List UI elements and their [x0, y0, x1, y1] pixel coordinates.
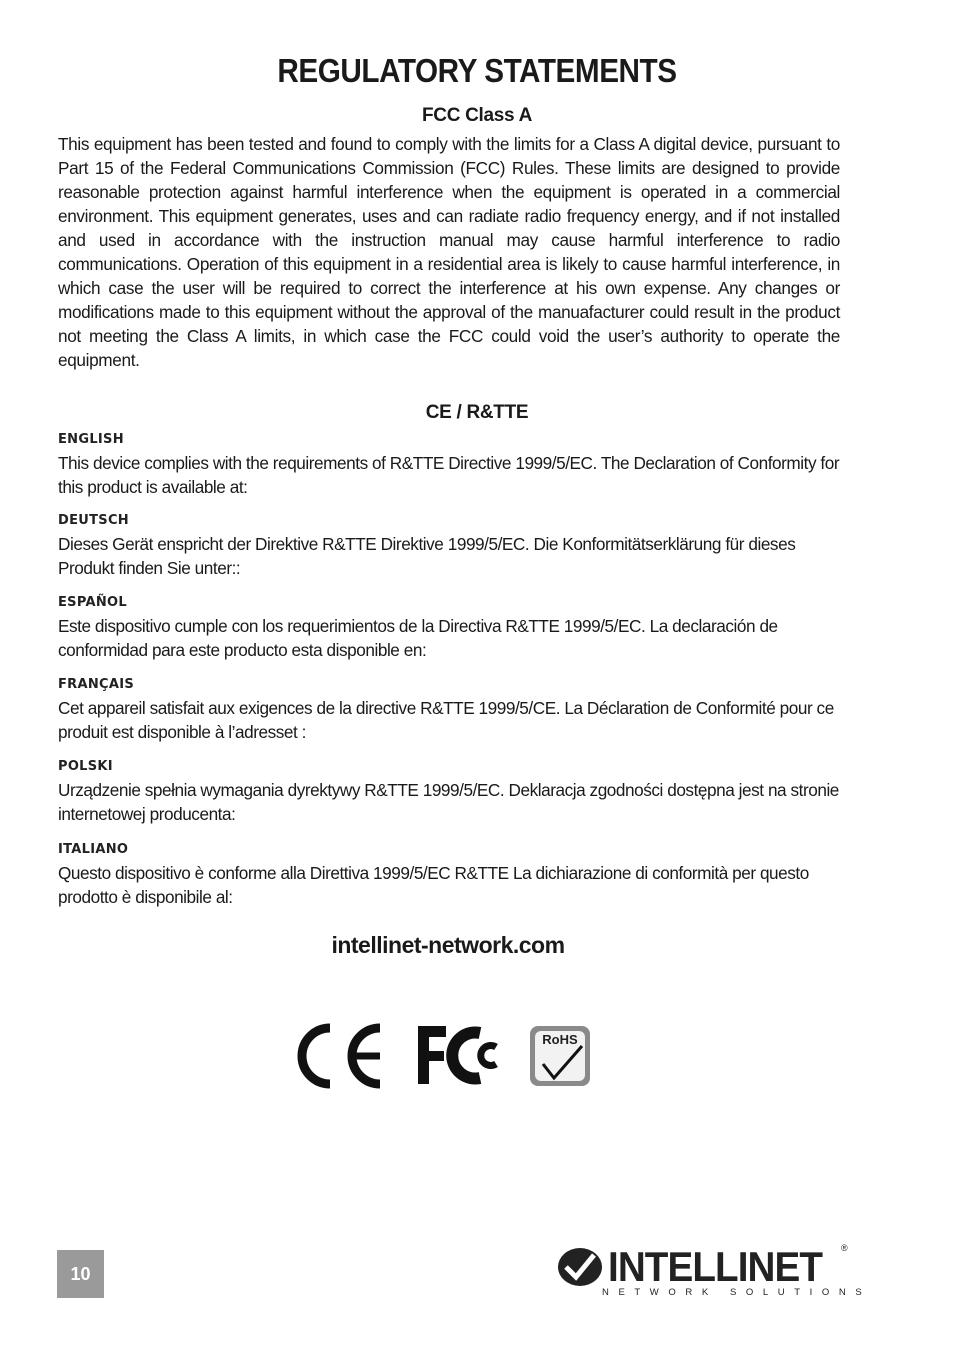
fcc-body-paragraph: This equipment has been tested and found to comply with the limits for a Class A digital device, pursuant to Part 15 of the Federal Communications Commission (FCC) Rules. These limits are designed to provide reasonable protection against harmful interference when the equipment is operated in a commercial environment. This equipment generates, uses and can radiate radio frequency energy, and if not installed and used in accordance with the instruction manual may cause harmful interference to radio communications. Operation of this equipment in a residential area is likely to cause harmful interference, in which case the user will be required to correct the interference at his own expense. Any changes or modifications made to this equipment without the approval of the manuafacturer could result in the product not meeting the Class A limits, in which case the FCC could void the user’s authority to operate the equipment.: [58, 134, 840, 370]
lang-block-francais: [58, 676, 848, 744]
lang-label: POLSKI: [58, 759, 113, 774]
ce-mark-icon: [302, 1028, 380, 1084]
registered-mark: ®: [841, 1243, 848, 1253]
compliance-marks: [296, 1022, 596, 1097]
fcc-logo-icon: [418, 1026, 496, 1084]
lang-label: ITALIANO: [58, 842, 129, 857]
lang-block-polski: [58, 758, 848, 826]
lang-label: ENGLISH: [58, 432, 124, 447]
lang-text: Questo dispositivo è conforme alla Direttiva 1999/5/EC R&TTE La dichiarazione di conformità per questo prodotto è disponibile al:: [58, 863, 809, 907]
lang-block-english: [58, 431, 848, 499]
ce-heading: CE / R&TTE: [425, 402, 529, 423]
lang-label: DEUTSCH: [58, 513, 129, 528]
page-title: REGULATORY STATEMENTS: [277, 52, 677, 89]
lang-text: Este dispositivo cumple con los requerimientos de la Directiva R&TTE 1999/5/EC. La declaración de conformidad para este producto esta disponible en:: [58, 616, 778, 660]
brand-name: INTELLINET: [608, 1243, 823, 1290]
lang-text: Cet appareil satisfait aux exigences de la directive R&TTE 1999/5/CE. La Déclaration de Conformité pour ce produit est disponible à l’adresset :: [58, 698, 834, 742]
fcc-heading: FCC Class A: [421, 105, 533, 126]
brand-tagline: NETWORK SOLUTIONS: [602, 1287, 872, 1298]
lang-text: Dieses Gerät enspricht der Direktive R&TTE Direktive 1999/5/EC. Die Konformitätserklärung für dieses Produkt finden Sie unter::: [58, 534, 796, 578]
lang-block-espanol: [58, 594, 848, 662]
rohs-check-icon: [530, 1026, 590, 1086]
rohs-label: RoHS: [542, 1032, 578, 1047]
lang-text: This device complies with the requirements of R&TTE Directive 1999/5/EC. The Declaration of Conformity for this product is available at:: [58, 453, 840, 497]
lang-block-deutsch: [58, 512, 848, 580]
lang-label: FRANÇAIS: [58, 677, 135, 692]
lang-text: Urządzenie spełnia wymagania dyrektywy R&TTE 1999/5/EC. Deklaracja zgodności dostępna jest na stronie internetowej producenta:: [58, 780, 839, 824]
lang-block-italiano: [58, 841, 848, 909]
intellinet-swoosh-icon: [556, 1245, 604, 1289]
lang-label: ESPAÑOL: [58, 595, 127, 610]
website-link[interactable]: intellinet-network.com: [331, 932, 565, 958]
page-number: 10: [57, 1250, 104, 1298]
